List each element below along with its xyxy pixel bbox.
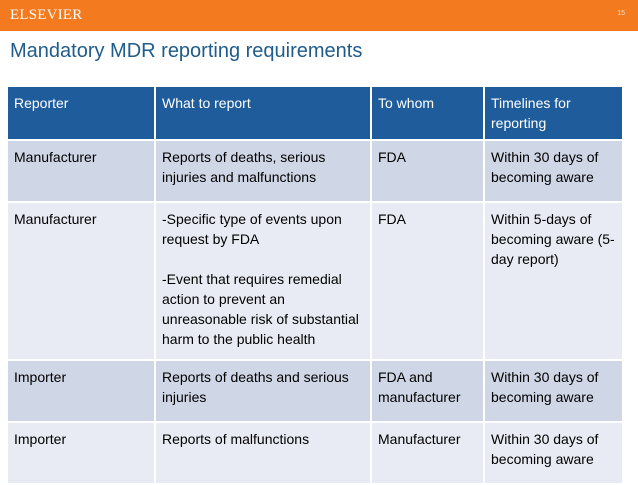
cell-to-whom: Manufacturer (371, 422, 484, 484)
cell-to-whom: FDA and manufacturer (371, 360, 484, 422)
cell-timeline: Within 5-days of becoming aware (5-day report) (484, 202, 622, 360)
mdr-requirements-table (8, 87, 622, 485)
header-bar (0, 0, 638, 31)
table-row (8, 202, 622, 360)
cell-what-to-report (155, 422, 371, 484)
cell-paragraph: -Event that requires remedial action to prevent an unreasonable risk of substantial harm to the public health (162, 271, 359, 347)
table-row (8, 422, 622, 484)
cell-what-to-report (155, 202, 371, 360)
cell-reporter: Manufacturer (8, 140, 155, 202)
column-header-reporter: Reporter (8, 87, 155, 140)
cell-paragraph: -Specific type of events upon request by FDA (162, 211, 342, 247)
table-row (8, 140, 622, 202)
slide-title: Mandatory MDR reporting requirements (10, 40, 363, 62)
table-header-row (8, 87, 622, 140)
cell-paragraph: Reports of malfunctions (162, 431, 310, 447)
cell-paragraph: Reports of deaths and serious injuries (162, 369, 349, 405)
cell-reporter: Manufacturer (8, 202, 155, 360)
table-row (8, 360, 622, 422)
column-header-to-whom: To whom (371, 87, 484, 140)
elsevier-logo: ELSEVIER (10, 7, 83, 23)
cell-timeline: Within 30 days of becoming aware (484, 360, 622, 422)
cell-to-whom: FDA (371, 202, 484, 360)
cell-timeline: Within 30 days of becoming aware (484, 140, 622, 202)
cell-reporter: Importer (8, 422, 155, 484)
cell-what-to-report (155, 360, 371, 422)
cell-reporter: Importer (8, 360, 155, 422)
slide-number: 15 (617, 10, 625, 17)
cell-timeline: Within 30 days of becoming aware (484, 422, 622, 484)
cell-to-whom: FDA (371, 140, 484, 202)
cell-what-to-report (155, 140, 371, 202)
column-header-timelines: Timelines for reporting (484, 87, 622, 140)
cell-paragraph: Reports of deaths, serious injuries and malfunctions (162, 149, 326, 185)
column-header-what-to-report: What to report (155, 87, 371, 140)
